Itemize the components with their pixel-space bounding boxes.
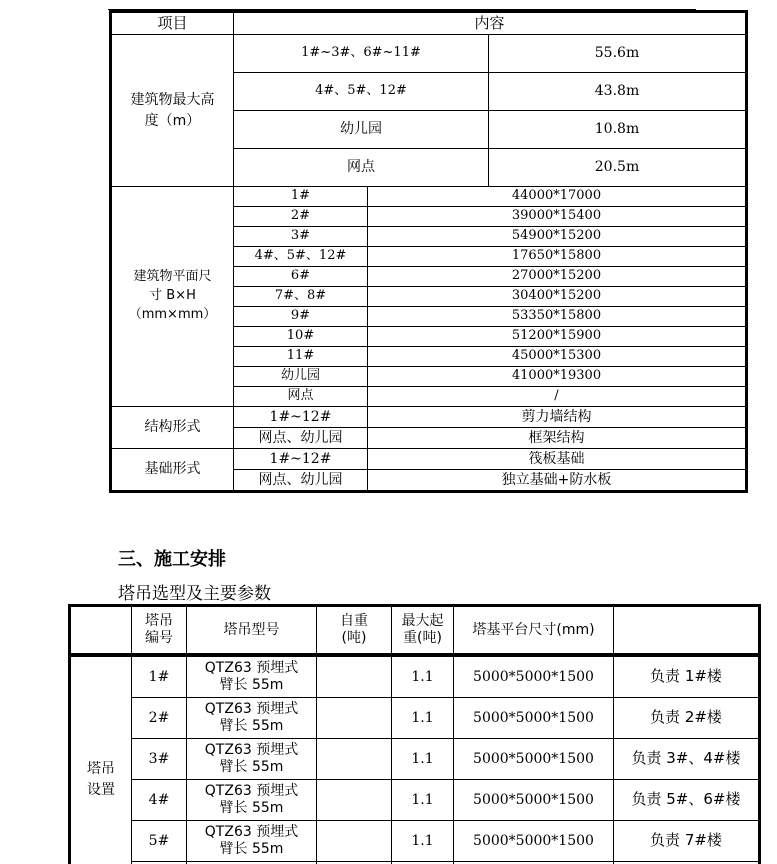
crane-responsibility: 负责 5#、6#楼 bbox=[614, 780, 760, 821]
plan-label-line2: 寸 B×H bbox=[149, 288, 196, 304]
header-crane-model: 塔吊型号 bbox=[187, 606, 317, 655]
plan-name: 6# bbox=[234, 267, 368, 287]
header-content: 内容 bbox=[234, 12, 747, 35]
height-label bbox=[111, 35, 234, 187]
header-max-lift bbox=[392, 606, 454, 655]
structure-value: 剪力墙结构 bbox=[368, 407, 747, 428]
height-value: 43.8m bbox=[489, 73, 747, 111]
model-line1: QTZ63 预埋式 bbox=[204, 701, 299, 718]
plan-name: 2# bbox=[234, 207, 368, 227]
crane-model bbox=[187, 698, 317, 739]
header-number-line1: 塔吊 bbox=[145, 613, 173, 630]
crane-max-lift: 1.1 bbox=[392, 780, 454, 821]
header-blank bbox=[70, 606, 132, 655]
table-header-row bbox=[111, 12, 747, 35]
crane-max-lift: 1.1 bbox=[392, 657, 454, 698]
crane-max-lift: 1.1 bbox=[392, 739, 454, 780]
plan-name: 网点 bbox=[234, 387, 368, 407]
height-value: 20.5m bbox=[489, 149, 747, 187]
table-row bbox=[111, 449, 747, 470]
table-row bbox=[70, 739, 760, 780]
plan-name: 10# bbox=[234, 327, 368, 347]
crane-platform: 5000*5000*1500 bbox=[454, 698, 614, 739]
model-line1: QTZ63 预埋式 bbox=[204, 660, 299, 677]
crane-platform: 5000*5000*1500 bbox=[454, 739, 614, 780]
plan-value: 30400*15200 bbox=[368, 287, 747, 307]
crane-max-lift: 1.1 bbox=[392, 698, 454, 739]
crane-model bbox=[187, 821, 317, 862]
plan-name: 幼儿园 bbox=[234, 367, 368, 387]
table-row bbox=[111, 187, 747, 207]
crane-weight bbox=[317, 657, 392, 698]
table-row bbox=[111, 35, 747, 73]
building-parameters-table bbox=[109, 10, 748, 493]
table-row bbox=[70, 698, 760, 739]
crane-group-label bbox=[70, 657, 132, 864]
header-maxlift-line2: 重(吨) bbox=[403, 630, 442, 646]
foundation-value: 筏板基础 bbox=[368, 449, 747, 470]
tower-crane-table bbox=[68, 604, 761, 864]
foundation-name: 网点、幼儿园 bbox=[234, 470, 368, 492]
crane-platform: 5000*5000*1500 bbox=[454, 821, 614, 862]
plan-name: 11# bbox=[234, 347, 368, 367]
structure-name: 1#~12# bbox=[234, 407, 368, 428]
plan-value: / bbox=[368, 387, 747, 407]
table-row bbox=[70, 821, 760, 862]
crane-weight bbox=[317, 739, 392, 780]
model-line1: QTZ63 预埋式 bbox=[204, 783, 299, 800]
header-weight-line2: (吨) bbox=[341, 630, 367, 646]
table-row bbox=[111, 407, 747, 428]
header-self-weight bbox=[317, 606, 392, 655]
crane-max-lift: 1.1 bbox=[392, 821, 454, 862]
crane-platform: 5000*5000*1500 bbox=[454, 657, 614, 698]
crane-responsibility: 负责 3#、4#楼 bbox=[614, 739, 760, 780]
height-value: 10.8m bbox=[489, 111, 747, 149]
model-line2: 臂长 55m bbox=[219, 718, 284, 734]
crane-model bbox=[187, 780, 317, 821]
crane-weight bbox=[317, 780, 392, 821]
table-header-row bbox=[70, 606, 760, 655]
model-line2: 臂长 55m bbox=[219, 759, 284, 775]
plan-label-line3: （mm×mm） bbox=[128, 306, 217, 322]
model-line1: QTZ63 预埋式 bbox=[204, 824, 299, 841]
plan-size-label bbox=[111, 187, 234, 407]
crane-platform: 5000*5000*1500 bbox=[454, 780, 614, 821]
crane-id: 2# bbox=[132, 698, 187, 739]
height-name: 4#、5#、12# bbox=[234, 73, 489, 111]
plan-label-line1: 建筑物平面尺 bbox=[133, 269, 212, 285]
height-name: 1#~3#、6#~11# bbox=[234, 35, 489, 73]
crane-model bbox=[187, 739, 317, 780]
crane-weight bbox=[317, 821, 392, 862]
height-name: 幼儿园 bbox=[234, 111, 489, 149]
foundation-name: 1#~12# bbox=[234, 449, 368, 470]
height-label-line2: 度（m） bbox=[144, 112, 201, 129]
header-responsibility bbox=[614, 606, 760, 655]
height-label-line1: 建筑物最大高 bbox=[130, 92, 215, 109]
plan-value: 45000*15300 bbox=[368, 347, 747, 367]
group-label-line1: 塔吊 bbox=[87, 761, 115, 778]
model-line2: 臂长 55m bbox=[219, 841, 284, 857]
structure-label: 结构形式 bbox=[111, 407, 234, 449]
crane-responsibility: 负责 7#楼 bbox=[614, 821, 760, 862]
plan-name: 7#、8# bbox=[234, 287, 368, 307]
foundation-label: 基础形式 bbox=[111, 449, 234, 492]
group-label-line2: 设置 bbox=[87, 781, 115, 798]
header-crane-number bbox=[132, 606, 187, 655]
model-line2: 臂长 55m bbox=[219, 800, 284, 816]
plan-value: 54900*15200 bbox=[368, 227, 747, 247]
crane-weight bbox=[317, 698, 392, 739]
height-name: 网点 bbox=[234, 149, 489, 187]
crane-id: 4# bbox=[132, 780, 187, 821]
plan-value: 51200*15900 bbox=[368, 327, 747, 347]
header-item: 项目 bbox=[111, 12, 234, 35]
crane-id: 3# bbox=[132, 739, 187, 780]
model-line1: QTZ63 预埋式 bbox=[204, 742, 299, 759]
plan-value: 39000*15400 bbox=[368, 207, 747, 227]
header-weight-line1: 自重 bbox=[340, 613, 368, 630]
table-row bbox=[70, 657, 760, 698]
plan-value: 17650*15800 bbox=[368, 247, 747, 267]
height-value: 55.6m bbox=[489, 35, 747, 73]
header-number-line2: 编号 bbox=[145, 630, 173, 646]
foundation-value: 独立基础+防水板 bbox=[368, 470, 747, 492]
plan-name: 3# bbox=[234, 227, 368, 247]
plan-value: 41000*19300 bbox=[368, 367, 747, 387]
crane-responsibility: 负责 2#楼 bbox=[614, 698, 760, 739]
plan-name: 4#、5#、12# bbox=[234, 247, 368, 267]
plan-value: 44000*17000 bbox=[368, 187, 747, 207]
plan-name: 9# bbox=[234, 307, 368, 327]
crane-responsibility: 负责 1#楼 bbox=[614, 657, 760, 698]
section-subheading: 塔吊选型及主要参数 bbox=[118, 584, 271, 604]
structure-value: 框架结构 bbox=[368, 428, 747, 449]
plan-name: 1# bbox=[234, 187, 368, 207]
section-heading: 三、施工安排 bbox=[118, 549, 226, 570]
crane-model bbox=[187, 657, 317, 698]
table-row bbox=[70, 780, 760, 821]
header-maxlift-line1: 最大起 bbox=[401, 613, 444, 630]
crane-id: 5# bbox=[132, 821, 187, 862]
crane-id: 1# bbox=[132, 657, 187, 698]
model-line2: 臂长 55m bbox=[219, 677, 284, 693]
plan-value: 53350*15800 bbox=[368, 307, 747, 327]
structure-name: 网点、幼儿园 bbox=[234, 428, 368, 449]
plan-value: 27000*15200 bbox=[368, 267, 747, 287]
header-platform-size: 塔基平台尺寸(mm) bbox=[454, 606, 614, 655]
